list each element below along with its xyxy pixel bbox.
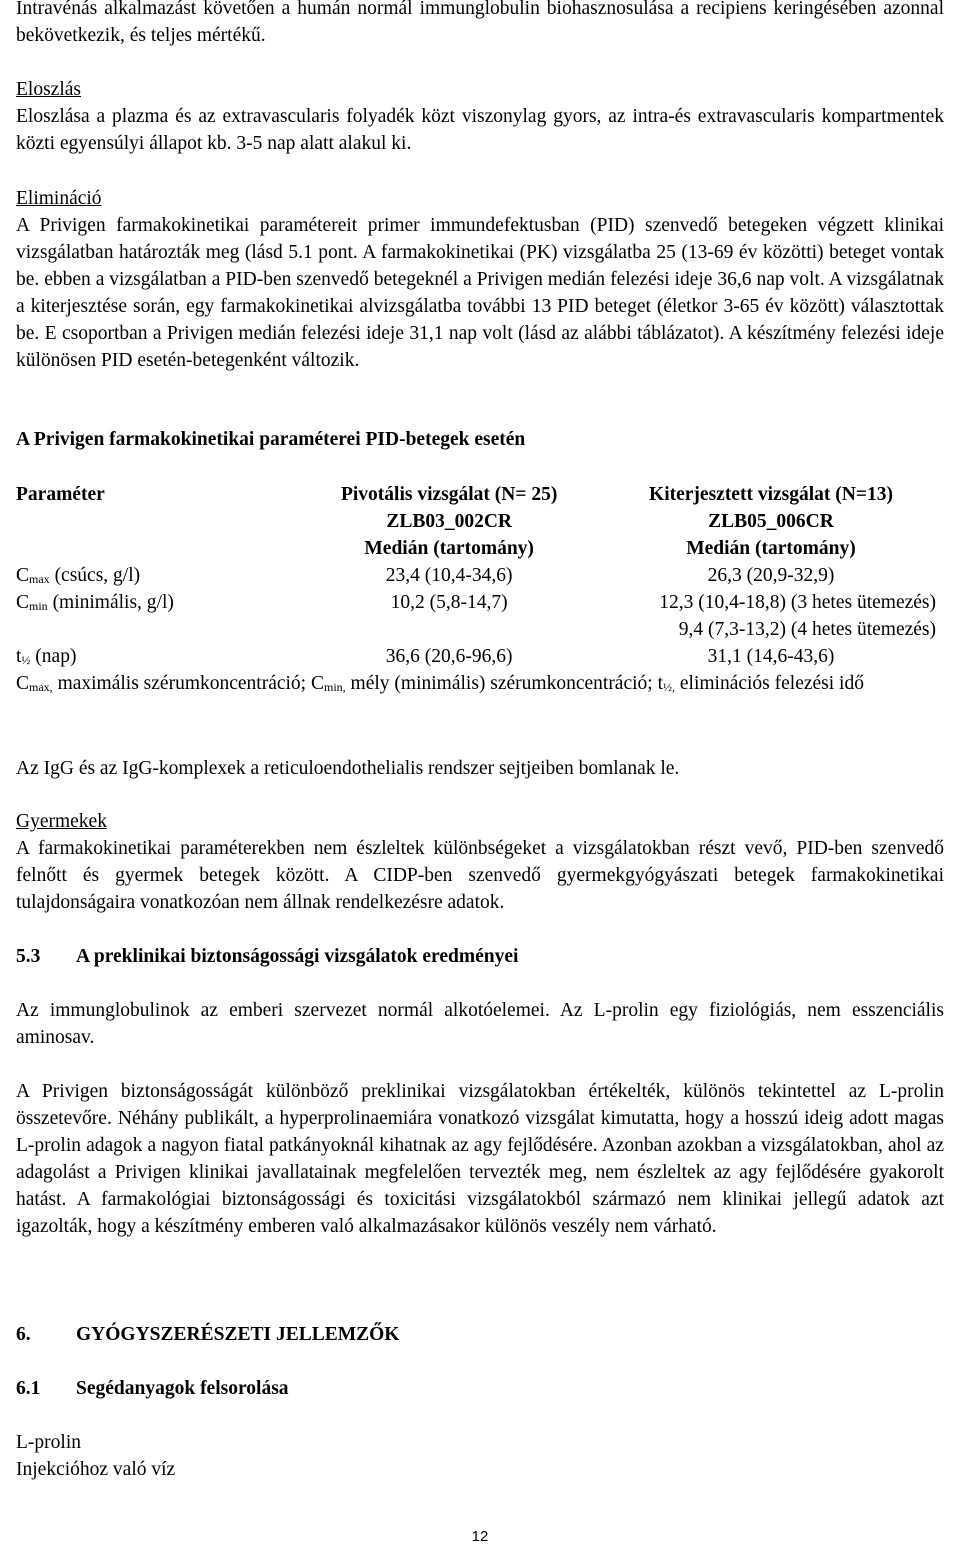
header-pivotal [300, 481, 598, 562]
children-text: A farmakokinetikai paraméterekben nem észleltek különbségeket a vizsgálatokban részt vevő, PID-ben szenvedő felnőtt és gyermek betegek között. A CIDP-ben szenvedő gyermekgyógyászati betegek farmakokinetikai tulajdonságaira vonatkozóan nem állnak rendelkezésre adatok. [16, 838, 944, 913]
pk-table-wrap [16, 481, 944, 697]
elimination-heading: Elimináció [16, 188, 102, 209]
header-pivotal-line3: Medián (tartomány) [364, 538, 534, 559]
distribution-heading: Eloszlás [16, 79, 81, 100]
children-heading: Gyermekek [16, 811, 107, 832]
cmax-label: $C_{max}$ (csúcs, g/l) [16, 565, 141, 586]
section-6-1-heading [16, 1375, 944, 1402]
header-parameter: Paraméter [16, 484, 105, 505]
header-extended-line1: Kiterjesztett vizsgálat (N=13) [649, 484, 893, 505]
preclinical-paragraph-1: Az immunglobulinok az emberi szervezet normál alkotóelemei. Az L-prolin egy fiziológiás, nem esszenciális aminosav. [16, 1000, 944, 1048]
cmin-extended-3week: 12,3 (10,4-18,8) (3 hetes ütemezés) [659, 592, 936, 613]
table-row [16, 643, 944, 670]
list-item: Injekcióhoz való víz [16, 1459, 176, 1480]
header-pivotal-line1: Pivotális vizsgálat (N= 25) [340, 484, 558, 505]
elimination-text: A Privigen farmakokinetikai paramétereit primer immundefektusban (PID) szenvedő betegeken végzett klinikai vizsgálatban határozták meg (lásd 5.1 pont. A farmakokinetikai (PK) vizsgálatba 25 (13-69 év közötti) beteget vontak be. ebben a vizsgálatban a PID-ben szenvedő betegeknél a Privigen medián felezési ideje 36,6 nap volt. A vizsgálatnak a kiterjesztése során, egy farmakokinetikai alvizsgálatba további 13 PID beteget (életkor 3-65 év között) választottak be. E csoportban a Privigen medián felezési ideje 31,1 nap volt (lásd az alábbi táblázatot). A készítmény felezési ideje különösen PID esetén-betegenként változik. [16, 215, 944, 371]
table-header-row [16, 481, 944, 562]
section-5-3-heading [16, 943, 944, 970]
cmin-extended-4week: 9,4 (7,3-13,2) (4 hetes ütemezés) [678, 619, 936, 640]
table-footnote: $C_{max,}$ maximális szérumkoncentráció; $C_{min,}$ mély (minimális) szérumkoncentráció; $t_{\frac{1}{2},}$ eliminációs felezési idő [16, 673, 864, 694]
excipient-list [16, 1429, 944, 1483]
header-extended [598, 481, 944, 562]
thalf-extended: 31,1 (14,6-43,6) [707, 646, 835, 667]
cmax-extended: 26,3 (20,9-32,9) [707, 565, 835, 586]
section-5-3-number: 5.3 [16, 946, 41, 967]
section-6-heading [16, 1321, 944, 1348]
table-row [16, 562, 944, 589]
distribution-section [16, 76, 944, 157]
header-extended-line3: Medián (tartomány) [686, 538, 856, 559]
section-5-3-title: A preklinikai biztonságossági vizsgálatok eredményei [76, 946, 519, 967]
header-extended-line2: ZLB05_006CR [708, 511, 834, 532]
section-6-1-number: 6.1 [16, 1378, 41, 1399]
cmin-pivotal: 10,2 (5,8-14,7) [390, 592, 508, 613]
thalf-pivotal: 36,6 (20,6-96,6) [385, 646, 513, 667]
pk-table [16, 481, 944, 670]
page-number: 12 [471, 1528, 489, 1545]
cmin-label: $C_{min}$ (minimális, g/l) [16, 592, 174, 613]
list-item: L-prolin [16, 1432, 81, 1453]
cmin-extended [598, 589, 944, 643]
igg-paragraph: Az IgG és az IgG-komplexek a reticuloendothelialis rendszer sejtjeiben bomlanak le. [16, 758, 680, 779]
section-6-title: GYÓGYSZERÉSZETI JELLEMZŐK [76, 1324, 400, 1345]
intro-paragraph: Intravénás alkalmazást követően a humán normál immunglobulin biohasznosulása a recipiens keringésében azonnal bekövetkezik, és teljes mértékű. [16, 0, 944, 46]
header-pivotal-line2: ZLB03_002CR [386, 511, 513, 532]
children-section [16, 808, 944, 916]
section-6-1-title: Segédanyagok felsorolása [76, 1378, 289, 1399]
cmax-pivotal: 23,4 (10,4-34,6) [385, 565, 513, 586]
distribution-text: Eloszlása a plazma és az extravascularis folyadék közt viszonylag gyors, az intra-és extravascularis kompartmentek közti egyensúlyi állapot kb. 3-5 nap alatt alakul ki. [16, 106, 944, 154]
table-title: A Privigen farmakokinetikai paraméterei PID-betegek esetén [16, 429, 526, 450]
thalf-label: $t_{\frac{1}{2}}$ (nap) [16, 646, 77, 667]
table-row [16, 589, 944, 643]
elimination-section [16, 185, 944, 374]
section-6-number: 6. [16, 1324, 31, 1345]
preclinical-paragraph-2: A Privigen biztonságosságát különböző preklinikai vizsgálatokban értékelték, különös tekintettel az L-prolin összetevőre. Néhány publikált, a hyperprolinaemiára vonatkozó vizsgálat kimutatta, hogy a hosszú ideig adott magas L-prolin adagok a nagyon fiatal patkányoknál kihatnak az agy fejlődésére. Azonban azokban a vizsgálatokban, ahol az adagolást a Privigen klinikai javallatainak megfelelően tervezték meg, nem észleltek az agy fejlődésére gyakorolt hatást. A farmakológiai biztonságossági és toxicitási vizsgálatokból származó nem klinikai jellegű adatok azt igazolták, hogy a készítmény emberen való alkalmazásakor különös veszély nem várható. [16, 1081, 944, 1237]
